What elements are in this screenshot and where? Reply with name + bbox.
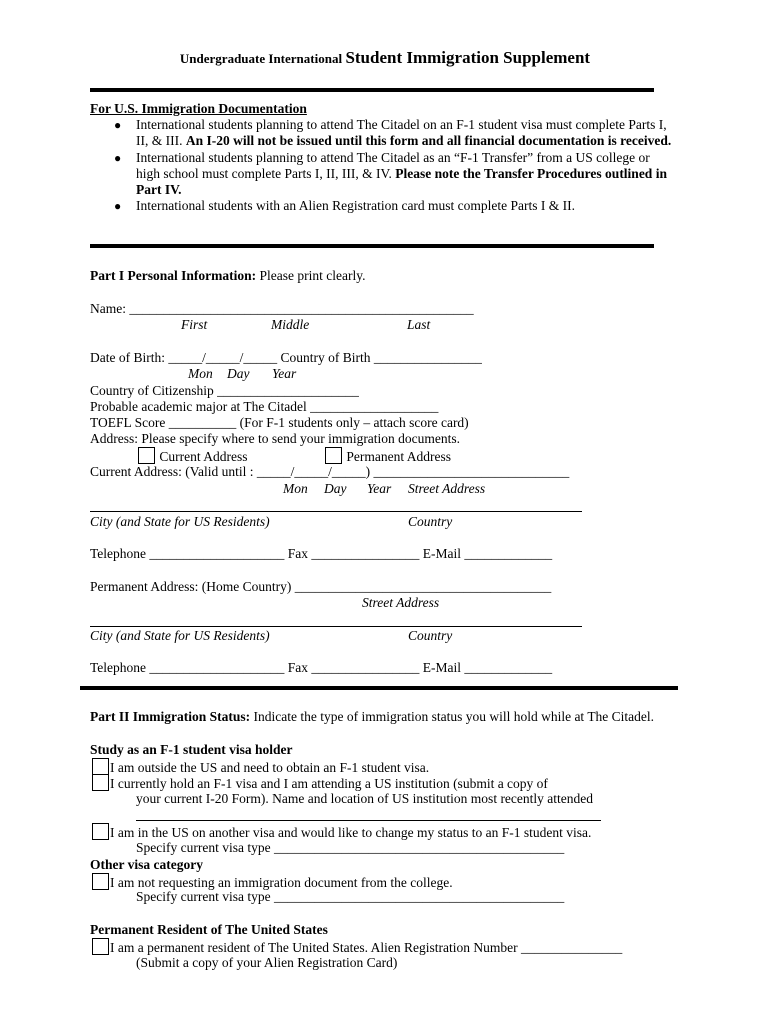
option-change-status[interactable] (92, 823, 591, 841)
name-middle-label: Middle (271, 317, 310, 332)
checkbox[interactable] (92, 758, 109, 775)
checkbox[interactable] (92, 873, 109, 890)
bullet-3-text: International students with an Alien Registration card must complete Parts I & II. (136, 198, 576, 214)
part1-title: Part I Personal Information: (90, 268, 257, 283)
ca-street-label: Street Address (408, 481, 486, 496)
part1-heading (90, 268, 365, 284)
current-address-label: Current Address (159, 449, 248, 464)
option-label: I currently hold an F-1 visa and I am attending a US institution (submit a copy of (110, 776, 548, 791)
current-address-field[interactable]: Current Address: (Valid until : _____/_____/_____) _____________________________ (90, 464, 570, 479)
dob-mon-label: Mon (188, 366, 213, 381)
checkbox[interactable] (92, 823, 109, 840)
permanent-address-option[interactable] (325, 447, 451, 465)
city-line[interactable] (90, 626, 582, 627)
part1-note: Please print clearly. (259, 268, 366, 283)
city-state-label-2: City (and State for US Residents) (90, 628, 270, 643)
name-last-label: Last (407, 317, 431, 332)
title-main: Student Immigration Supplement (345, 48, 591, 67)
page-title (0, 48, 770, 69)
dob-field[interactable]: Date of Birth: _____/_____/_____ Country of Birth ________________ (90, 350, 482, 365)
option-permanent-resident[interactable] (92, 938, 622, 956)
bullet-2-bold: Please note the Transfer Procedures outlined in Part IV. (136, 165, 667, 198)
part2-note: Indicate the type of immigration status you will hold while at The Citadel. (253, 709, 655, 724)
list-item: ● International students planning to attend The Citadel as an “F-1 Transfer” from a US college or high school must complete Parts I, II, III, & IV. Please note the Transfer Procedures outlined in Part IV. (114, 149, 667, 198)
intro-heading: For U.S. Immigration Documentation (90, 101, 307, 116)
bullet-2-text: International students planning to attend The Citadel as an “F-1 Transfer” from a US college or high school must complete Parts I, II, III, & IV. (136, 149, 650, 181)
perm-street-label: Street Address (362, 595, 440, 610)
option-label: I am not requesting an immigration document from the college. (110, 875, 453, 890)
address-instruction: Address: Please specify where to send your immigration documents. (90, 431, 461, 446)
option-label: I am in the US on another visa and would like to change my status to an F-1 student visa. (110, 825, 592, 840)
citizenship-field[interactable]: Country of Citizenship _____________________ (90, 383, 359, 398)
pr-heading: Permanent Resident of The United States (90, 922, 328, 937)
city-line[interactable] (90, 511, 582, 512)
divider (90, 88, 654, 92)
divider (90, 244, 654, 248)
option-hold-f1-cont: your current I-20 Form). Name and location of US institution most recently attended (136, 791, 594, 806)
name-first-label: First (181, 317, 208, 332)
ca-year-label: Year (367, 481, 392, 496)
dob-year-label: Year (272, 366, 297, 381)
checkbox[interactable] (138, 447, 155, 464)
telephone-field-2[interactable]: Telephone ____________________ Fax ________________ E-Mail _____________ (90, 660, 553, 675)
country-label: Country (408, 514, 453, 529)
major-field[interactable]: Probable academic major at The Citadel ___________________ (90, 399, 439, 414)
bullet-1-bold: An I-20 will not be issued until this form and all financial documentation is received. (185, 133, 672, 149)
toefl-field[interactable]: TOEFL Score __________ (For F-1 students only – attach score card) (90, 415, 469, 430)
ca-day-label: Day (324, 481, 347, 496)
visa-type-field-2[interactable]: Specify current visa type ___________________________________________ (136, 889, 565, 904)
telephone-field[interactable]: Telephone ____________________ Fax ________________ E-Mail _____________ (90, 546, 553, 561)
option-label: I am outside the US and need to obtain an F-1 student visa. (110, 760, 430, 775)
visa-type-field[interactable]: Specify current visa type ___________________________________________ (136, 840, 565, 855)
checkbox[interactable] (92, 938, 109, 955)
list-item: ● International students planning to attend The Citadel on an F-1 student visa must complete Parts I, II, & III. An I-20 will not be issued until this form and all financial documentation is received. (114, 117, 672, 149)
country-label-2: Country (408, 628, 453, 643)
checkbox[interactable] (92, 774, 109, 791)
ca-mon-label: Mon (283, 481, 308, 496)
bullet-1-text: International students planning to attend The Citadel on an F-1 student visa must complete Parts I, II, & III. (136, 117, 667, 149)
part2-title: Part II Immigration Status: (90, 709, 251, 724)
list-item: ● International students with an Alien Registration card must complete Parts I & II. (114, 198, 576, 214)
permanent-address-label: Permanent Address (346, 449, 451, 464)
title-prefix: Undergraduate International (179, 51, 343, 66)
name-field[interactable]: Name: ___________________________________________________ (90, 301, 474, 316)
permanent-address-field[interactable]: Permanent Address: (Home Country) ______________________________________ (90, 579, 552, 594)
institution-line[interactable] (136, 820, 601, 821)
dob-day-label: Day (227, 366, 250, 381)
other-heading: Other visa category (90, 857, 203, 872)
option-label: I am a permanent resident of The United States. Alien Registration Number _______________ (110, 940, 623, 955)
option-pr-cont: (Submit a copy of your Alien Registration Card) (136, 955, 398, 970)
current-address-option[interactable] (138, 447, 248, 465)
intro-bullets (112, 117, 672, 215)
option-hold-f1[interactable] (92, 774, 548, 792)
study-heading: Study as an F-1 student visa holder (90, 742, 293, 757)
city-state-label: City (and State for US Residents) (90, 514, 270, 529)
part2-heading (90, 709, 654, 725)
checkbox[interactable] (325, 447, 342, 464)
divider (80, 686, 678, 690)
